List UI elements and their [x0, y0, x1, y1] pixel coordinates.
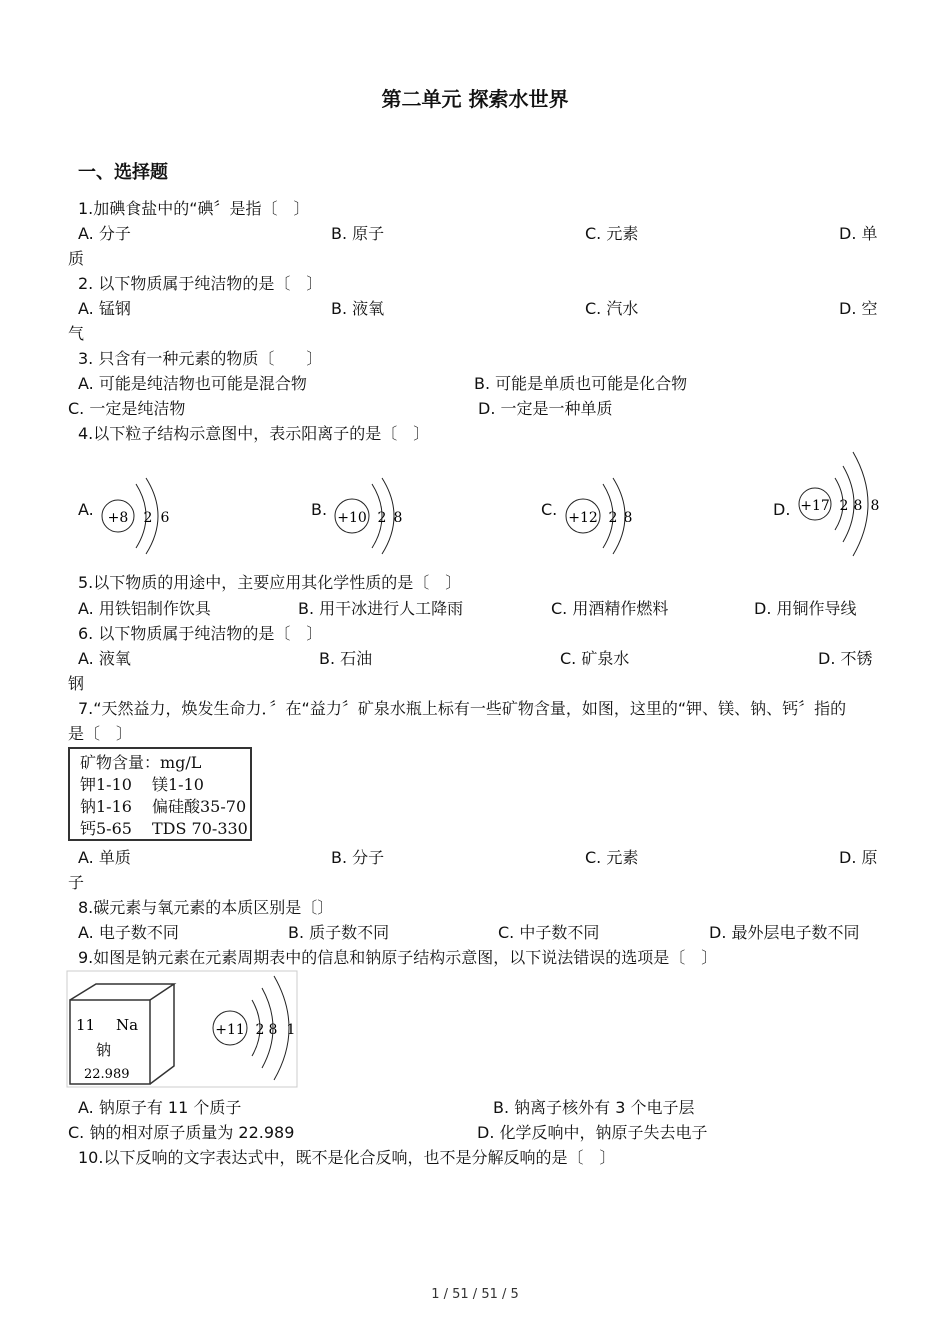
nucleus-charge: +12: [568, 510, 598, 526]
q10-stem: 10.以下反响的文字表达式中，既不是化合反响，也不是分解反响的是〔 〕: [78, 1148, 616, 1167]
q4-stem: 4.以下粒子结构示意图中，表示阳离子的是〔 〕: [78, 424, 430, 443]
q7-option-c: C. 元素: [585, 848, 639, 867]
page-title: 第二单元 探索水世界: [381, 87, 569, 111]
q2-option-d: D. 空: [839, 299, 878, 318]
q5-option-c: C. 用酒精作燃料: [551, 599, 669, 618]
q6-option-d: D. 不锈: [818, 649, 873, 668]
q8-option-a: A. 电子数不同: [78, 923, 179, 942]
q8-option-b: B. 质子数不同: [288, 923, 390, 942]
element-cell-top: [70, 984, 174, 1000]
nucleus-charge: +8: [107, 510, 129, 526]
q4-option-c-diagram: [562, 470, 652, 560]
element-symbol: Na: [116, 1016, 139, 1034]
shell-electrons: 2: [377, 510, 387, 526]
mineral-label-cell: 钙5-65: [80, 819, 132, 838]
q2-option-c: C. 汽水: [585, 299, 639, 318]
q9-stem: 9.如图是钠元素在元素周期表中的信息和钠原子结构示意图，以下说法错误的选项是〔 〕: [78, 948, 718, 967]
q7-option-a: A. 单质: [78, 848, 131, 867]
q2-option-a: A. 锰钢: [78, 299, 131, 318]
q6-option-d-wrap: 钢: [68, 674, 85, 693]
mineral-label-cell: 镁1-10: [152, 775, 204, 794]
q6-option-b: B. 石油: [319, 649, 373, 668]
mineral-label-figure: [68, 747, 252, 841]
nucleus-charge: +11: [215, 1022, 245, 1038]
q7-option-b: B. 分子: [331, 848, 385, 867]
nucleus-charge: +17: [800, 498, 830, 514]
q2-option-d-wrap: 气: [68, 324, 85, 343]
q6-option-c: C. 矿泉水: [560, 649, 630, 668]
mineral-label-header: 矿物含量：mg/L: [80, 753, 202, 772]
shell-electrons: 8: [870, 498, 880, 514]
q8-option-c: C. 中子数不同: [498, 923, 600, 942]
q2-option-b: B. 液氧: [331, 299, 385, 318]
sodium-figure: [66, 970, 298, 1088]
shell-electrons: 8: [853, 498, 863, 514]
shell-electrons: 2: [255, 1022, 265, 1038]
shell-electrons: 2: [608, 510, 618, 526]
q8-option-d: D. 最外层电子数不同: [709, 923, 860, 942]
mineral-label-cell: TDS 70-330: [152, 819, 248, 838]
q7-option-d: D. 原: [839, 848, 878, 867]
q1-option-d: D. 单: [839, 224, 878, 243]
element-mass: 22.989: [84, 1067, 130, 1082]
section-heading: 一、选择题: [78, 162, 168, 183]
shell-electrons: 6: [160, 510, 170, 526]
element-cell-side: [150, 984, 174, 1084]
q6-stem: 6. 以下物质属于纯洁物的是〔 〕: [78, 624, 323, 643]
q4-option-a-label: A.: [78, 500, 94, 519]
q5-option-a: A. 用铁铝制作饮具: [78, 599, 211, 618]
shell-electrons: 8: [623, 510, 633, 526]
shell-electrons: 8: [393, 510, 403, 526]
mineral-label-cell: 偏硅酸35-70: [152, 797, 247, 816]
q4-option-d-label: D.: [773, 500, 791, 519]
q1-option-b: B. 原子: [331, 224, 385, 243]
q5-option-b: B. 用干冰进行人工降雨: [298, 599, 464, 618]
q4-option-a-diagram: [98, 470, 188, 560]
q4-option-b-diagram: [330, 470, 420, 560]
q7-option-d-wrap: 子: [68, 873, 85, 892]
shell-electrons: 2: [143, 510, 153, 526]
q5-stem: 5.以下物质的用途中，主要应用其化学性质的是〔 〕: [78, 573, 462, 592]
q7-stem: 7.“天然益力，焕发生命力．〞在“益力〞矿泉水瓶上标有一些矿物含量，如图，这里的“钾、镁、钠、钙〞指的: [78, 699, 847, 718]
q1-stem: 1.加碘食盐中的“碘〞是指〔 〕: [78, 199, 310, 218]
q1-option-d-wrap: 质: [68, 249, 85, 268]
q4-option-c-label: C.: [541, 500, 558, 519]
q9-option-b: B. 钠离子核外有 3 个电子层: [493, 1098, 695, 1117]
shell-electrons: 1: [286, 1022, 296, 1038]
q3-option-d: D. 一定是一种单质: [478, 399, 613, 418]
page-number: 1 / 51 / 51 / 5: [431, 1287, 519, 1302]
q3-option-c: C. 一定是纯洁物: [68, 399, 186, 418]
q7-stem-wrap: 是〔 〕: [68, 724, 133, 743]
q6-option-a: A. 液氧: [78, 649, 131, 668]
q9-option-c: C. 钠的相对原子质量为 22.989: [68, 1123, 295, 1142]
q4-option-b-label: B.: [311, 500, 328, 519]
q1-option-c: C. 元素: [585, 224, 639, 243]
q3-option-b: B. 可能是单质也可能是化合物: [474, 374, 688, 393]
mineral-label-cell: 钾1-10: [80, 775, 132, 794]
q3-stem: 3. 只含有一种元素的物质〔 〕: [78, 349, 323, 368]
nucleus-charge: +10: [337, 510, 367, 526]
q4-option-d-diagram: [795, 448, 885, 558]
q3-option-a: A. 可能是纯洁物也可能是混合物: [78, 374, 307, 393]
shell-electrons: 2: [839, 498, 849, 514]
q8-stem: 8.碳元素与氧元素的本质区别是〔〕: [78, 898, 334, 917]
element-name: 钠: [96, 1041, 112, 1059]
mineral-label-cell: 钠1-16: [80, 797, 132, 816]
element-number: 11: [76, 1016, 96, 1034]
q5-option-d: D. 用铜作导线: [754, 599, 857, 618]
q9-option-d: D. 化学反响中，钠原子失去电子: [477, 1123, 708, 1142]
q9-option-a: A. 钠原子有 11 个质子: [78, 1098, 242, 1117]
shell-electrons: 8: [268, 1022, 278, 1038]
q1-option-a: A. 分子: [78, 224, 131, 243]
q2-stem: 2. 以下物质属于纯洁物的是〔 〕: [78, 274, 323, 293]
